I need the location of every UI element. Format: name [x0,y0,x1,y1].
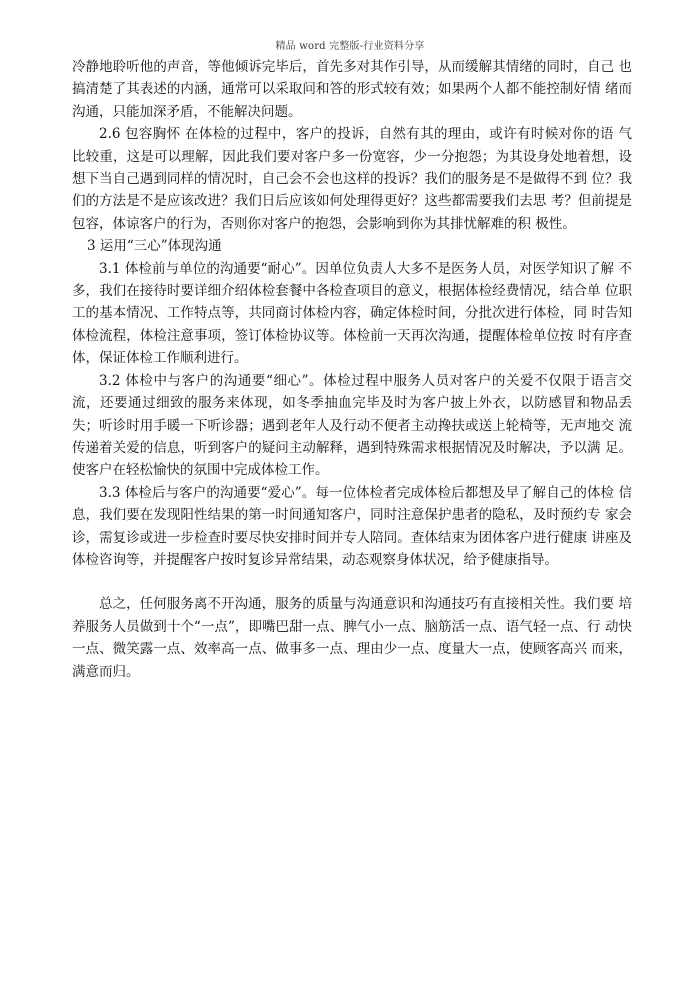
paragraph-patience: 3.1 体检前与单位的沟通要“耐心”。因单位负责人大多不是医务人员，对医学知识了解 不多，我们在接待时要详细介绍体检套餐中各检查项目的意义，根据体检经费情况，结合单 位职工的基本情况、工作特点等，共同商讨体检内容，确定体检时间，分批次进行体检，同 时告知体检流程，体检注意事项，签订体检协议等。体检前一天再次沟通，提醒体检单位按 时有序查体，保证体检工作顺利进行。 [72,260,632,367]
page-header: 精品 word 完整版-行业资料分享 [275,41,425,52]
paragraph-tolerance: 2.6 包容胸怀 在体检的过程中，客户的投诉，自然有其的理由，或许有时候对你的语 气比较重，这是可以理解，因此我们要对客户多一份宽容，少一分抱怨；为其设身处地着想，设想下当自己遇到同样的情况时，自己会不会也这样的投诉？我们的服务是不是做得不到 位？我们的方法是不是应该改进？我们日后应该如何处理得更好？这些都需要我们去思 考？但前提是包容，体谅客户的行为，否则你对客户的抱怨，会影响到你为其排忧解难的积 极性。 [72,126,632,232]
paragraph-conclusion: 总之，任何服务离不开沟通，服务的质量与沟通意识和沟通技巧有直接相关性。我们要 培养服务人员做到十个“一点”，即嘴巴甜一点、脾气小一点、脑筋活一点、语气轻一点、行 动快一点、微笑露一点、效率高一点、做事多一点、理由少一点、度量大一点，使顾客高兴 而来，满意而归。 [72,596,632,680]
paragraph-love: 3.3 体检后与客户的沟通要“爱心”。每一位体检者完成体检后都想及早了解自己的体检 信息，我们要在发现阳性结果的第一时间通知客户，同时注意保护患者的隐私，及时预约专 家会诊，需复诊或进一步检查时要尽快安排时间并专人陪同。查体结束为团体客户进行健康 讲座及体检咨询等，并提醒客户按时复诊异常结果，动态观察身体状况，给予健康指导。 [72,484,632,568]
document-body [72,56,632,683]
paragraph-carefulness: 3.2 体检中与客户的沟通要“细心”。体检过程中服务人员对客户的关爱不仅限于语言交 流，还要通过细致的服务来体现，如冬季抽血完毕及时为客户披上外衣，以防感冒和物品丢 失；听诊时用手暖一下听诊器；遇到老年人及行动不便者主动搀扶或送上轮椅等，无声地交 流传递着关爱的信息，听到客户的疑问主动解释，遇到特殊需求根据情况及时解决，予以满 足。使客户在轻松愉快的氛围中完成体检工作。 [72,372,632,479]
paragraph-spacer [72,571,632,593]
section-heading-three-hearts: 3 运用“三心”体现沟通 [87,238,222,255]
paragraph-listening: 冷静地聆听他的声音，等他倾诉完毕后，首先多对其作引导，从而缓解其情绪的同时，自己 也搞清楚了其表述的内涵，通常可以采取问和答的形式较有效；如果两个人都不能控制好情 绪而沟通，只能加深矛盾，不能解决问题。 [72,59,632,120]
